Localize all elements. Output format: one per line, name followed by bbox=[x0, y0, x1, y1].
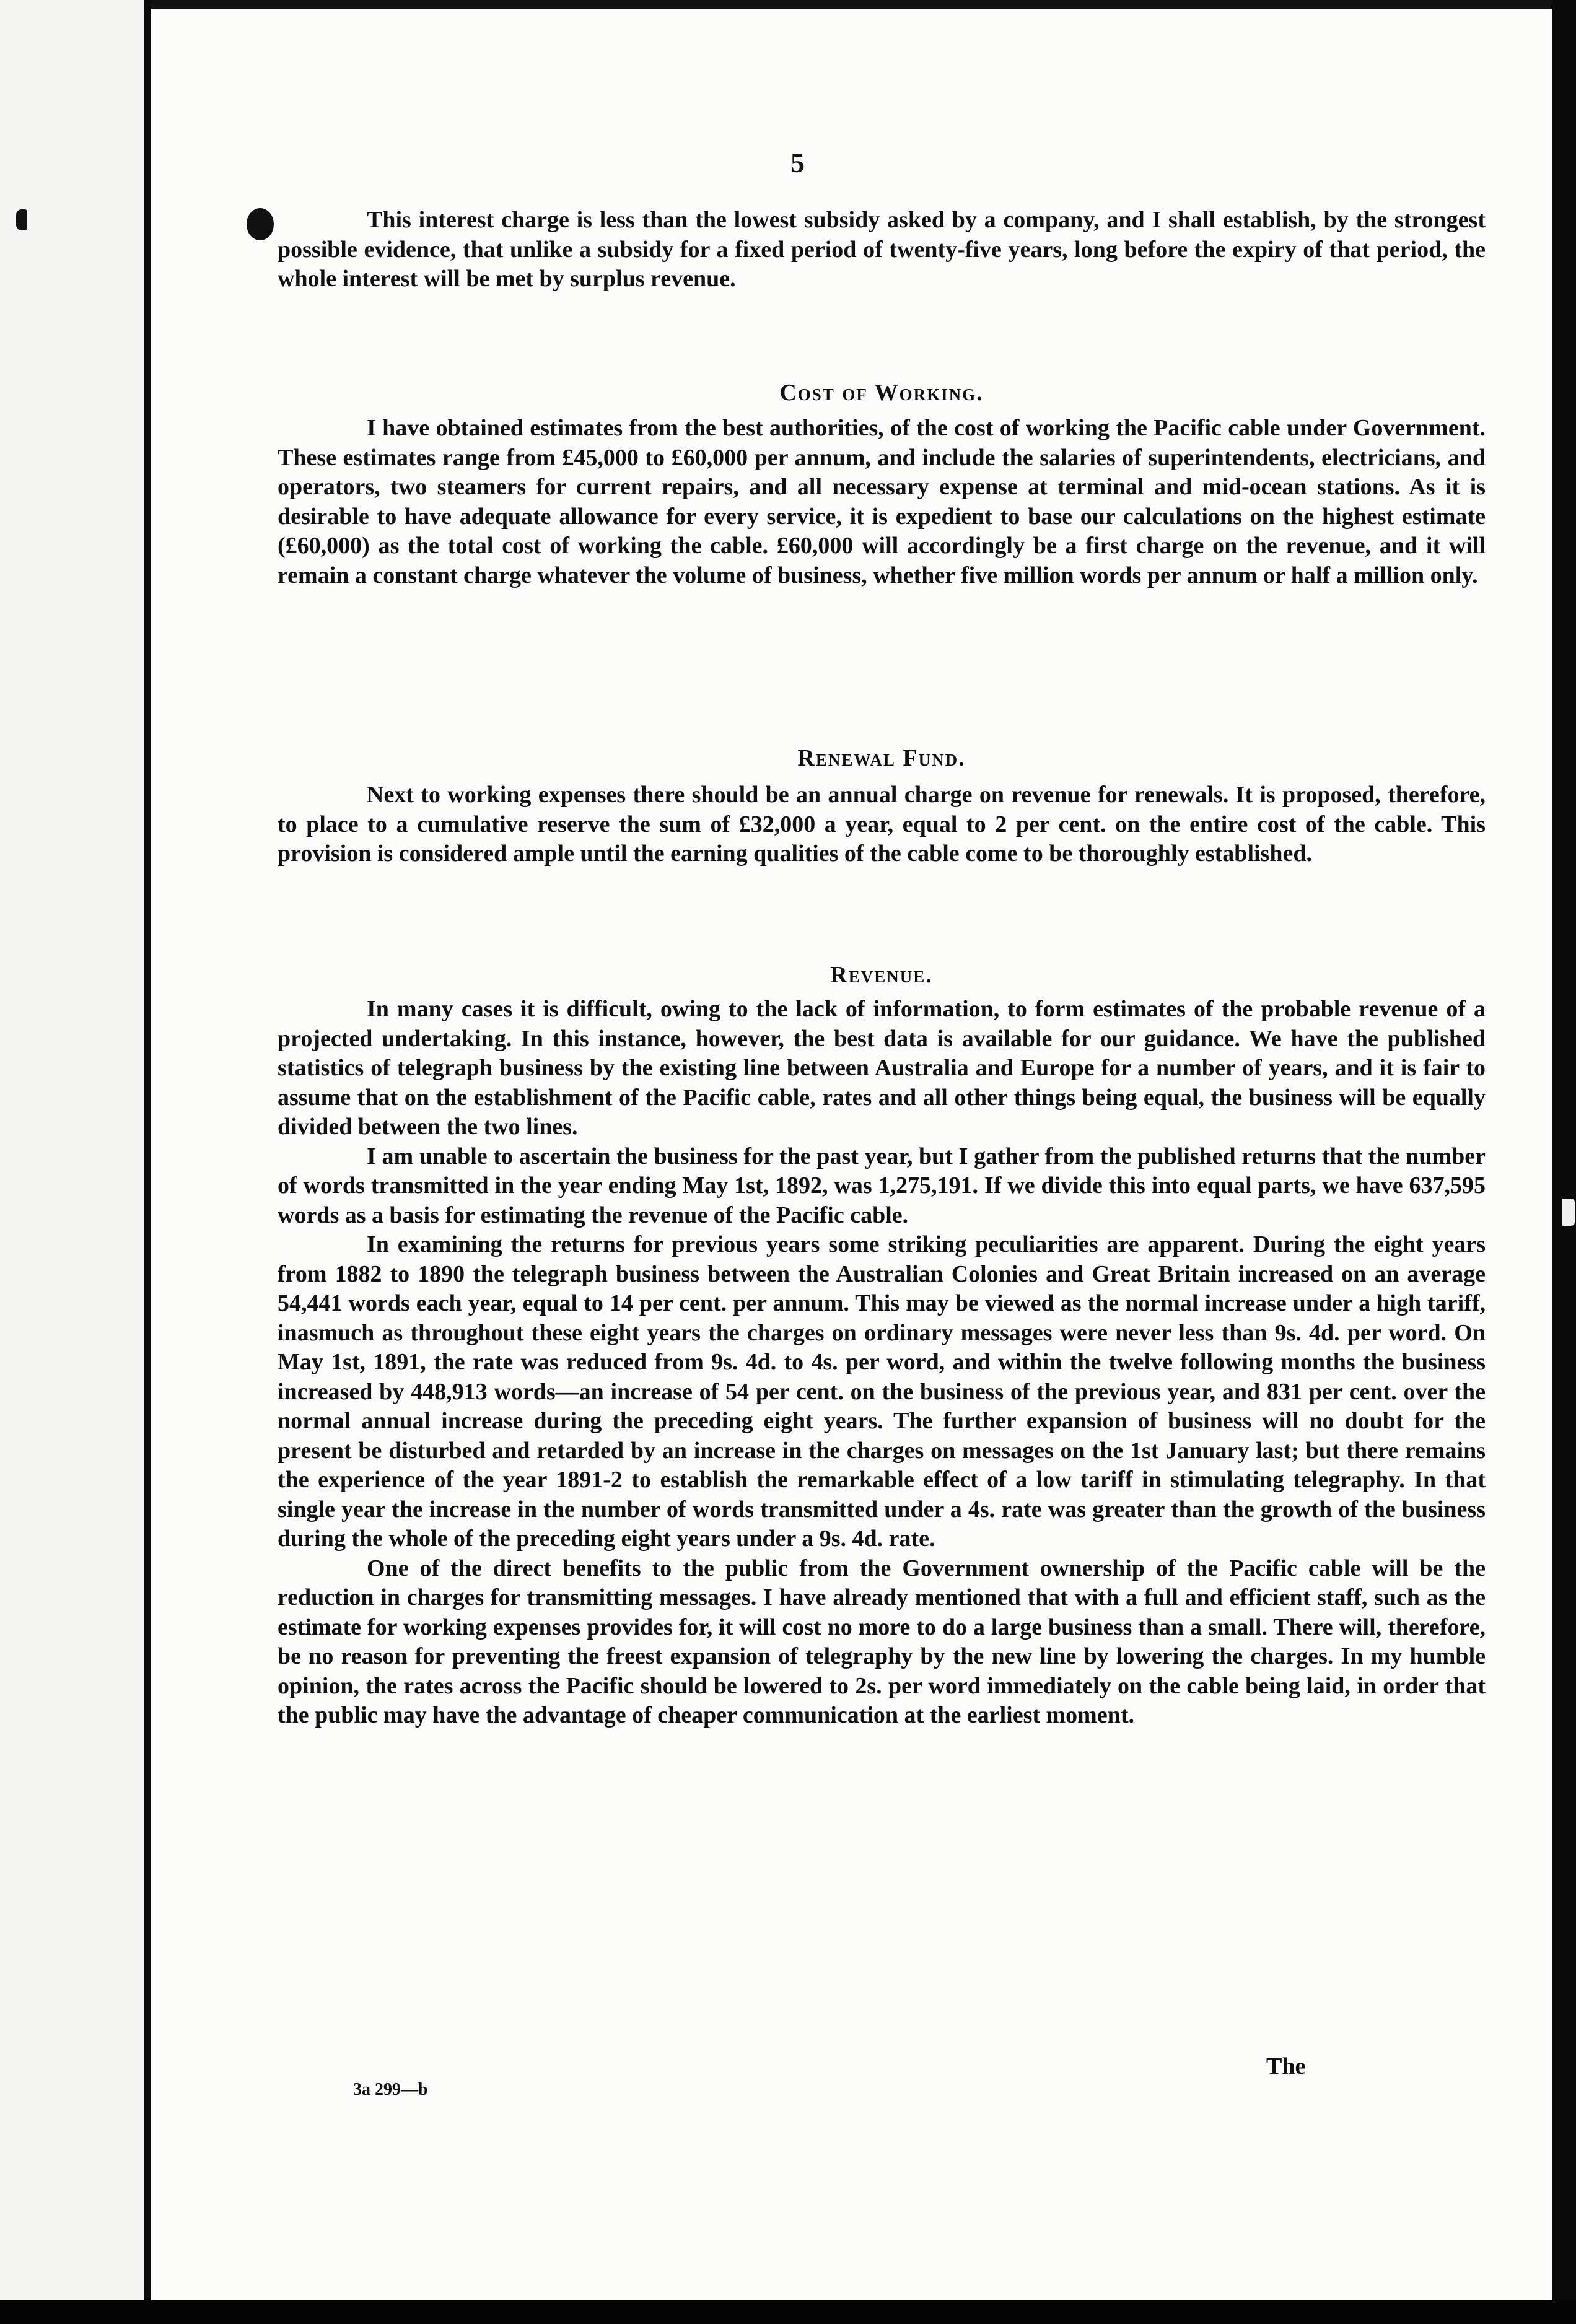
intro-block bbox=[278, 206, 1486, 294]
page-gutter bbox=[144, 0, 151, 2298]
cost-paragraph: I have obtained estimates from the best authorities, of the cost of working the Pacific cable under Government. These estimates range from £45,000 to £60,000 per annum, and include the salaries of superintendents, electricians, and operators, two steamers for current repairs, and all necessary expense at terminal and mid-ocean stations. As it is desirable to have adequate allowance for every service, it is expedient to base our calculations on the highest estimate (£60,000) as the total cost of working the cable. £60,000 will accordingly be a first charge on the revenue, and it will remain a constant charge whatever the volume of business, whether five million words per annum or half a million only. bbox=[278, 415, 1486, 588]
signature-mark: 3a 299—b bbox=[353, 2080, 428, 2099]
document-page bbox=[151, 9, 1552, 2300]
revenue-paragraph-1: In many cases it is difficult, owing to the lack of information, to form estimates of the probable revenue of a projected undertaking. In this instance, however, the best data is available for our guidance. We have the published statistics of telegraph business by the existing line between Australia and Europe for a number of years, and it is fair to assume that on the establishment of the Pacific cable, rates and all other things being equal, the business will be equally divided between the two lines. bbox=[278, 996, 1486, 1140]
renewal-block bbox=[278, 780, 1486, 869]
intro-paragraph: This interest charge is less than the lowest subsidy asked by a company, and I shall establish, by the strongest possible evidence, that unlike a subsidy for a fixed period of twenty-five years, long before the expiry of that period, the whole interest will be met by surplus revenue. bbox=[278, 207, 1486, 292]
ink-blot-mark bbox=[247, 208, 274, 240]
heading-revenue: Revenue. bbox=[830, 962, 933, 988]
cost-block bbox=[278, 414, 1486, 590]
heading-renewal-fund: Renewal Fund. bbox=[797, 745, 966, 771]
heading-cost-of-working: Cost of Working. bbox=[779, 380, 984, 406]
revenue-block bbox=[278, 995, 1486, 1731]
page-tab-mark bbox=[1562, 1199, 1575, 1226]
renewal-paragraph: Next to working expenses there should be an annual charge on revenue for renewals. It is proposed, therefore, to place to a cumulative reserve the sum of £32,000 a year, equal to 2 per cent. on the entire cost of the cable. This provision is considered ample until the earning qualities of the cable come to be thoroughly established. bbox=[278, 782, 1486, 867]
revenue-paragraph-4: One of the direct benefits to the public from the Government ownership of the Pacific cable will be the reduction in charges for transmitting messages. I have already mentioned that with a full and efficient staff, such as the estimate for working expenses provides for, it will cost no more to do a large business than a small. There will, therefore, be no reason for preventing the freest expansion of telegraphy by the new line by lowering the charges. In my humble opinion, the rates across the Pacific should be lowered to 2s. per word immediately on the cable being laid, in order that the public may have the advantage of cheaper communication at the earliest moment. bbox=[278, 1555, 1486, 1728]
page-number: 5 bbox=[790, 147, 805, 178]
binding-mark bbox=[16, 209, 27, 230]
scan-bottom-edge bbox=[0, 2300, 1576, 2324]
scan-right-edge bbox=[1552, 0, 1576, 2324]
revenue-paragraph-3: In examining the returns for previous years some striking peculiarities are apparent. During the eight years from 1882 to 1890 the telegraph business between the Australian Colonies and Great Britain increased on an average 54,441 words each year, equal to 14 per cent. per annum. This may be viewed as the normal increase under a high tariff, inasmuch as throughout these eight years the charges on ordinary messages were never less than 9s. 4d. per word. On May 1st, 1891, the rate was reduced from 9s. 4d. to 4s. per word, and within the twelve following months the business increased by 448,913 words—an increase of 54 per cent. on the business of the previous year, and 831 per cent. over the normal annual increase during the preceding eight years. The further expansion of business will no doubt for the present be disturbed and retarded by an increase in the charges on messages on the 1st January last; but there remains the experience of the year 1891-2 to establish the remarkable effect of a low tariff in stimulating telegraphy. In that single year the increase in the number of words transmitted under a 4s. rate was greater than the growth of the business during the whole of the preceding eight years under a 9s. 4d. rate. bbox=[278, 1231, 1486, 1552]
catchword: The bbox=[1266, 2053, 1306, 2079]
revenue-paragraph-2: I am unable to ascertain the business for the past year, but I gather from the published returns that the number of words transmitted in the year ending May 1st, 1892, was 1,275,191. If we divide this into equal parts, we have 637,595 words as a basis for estimating the revenue of the Pacific cable. bbox=[278, 1143, 1486, 1228]
scan-top-edge bbox=[0, 0, 1576, 9]
facing-page-edge bbox=[0, 0, 144, 2324]
